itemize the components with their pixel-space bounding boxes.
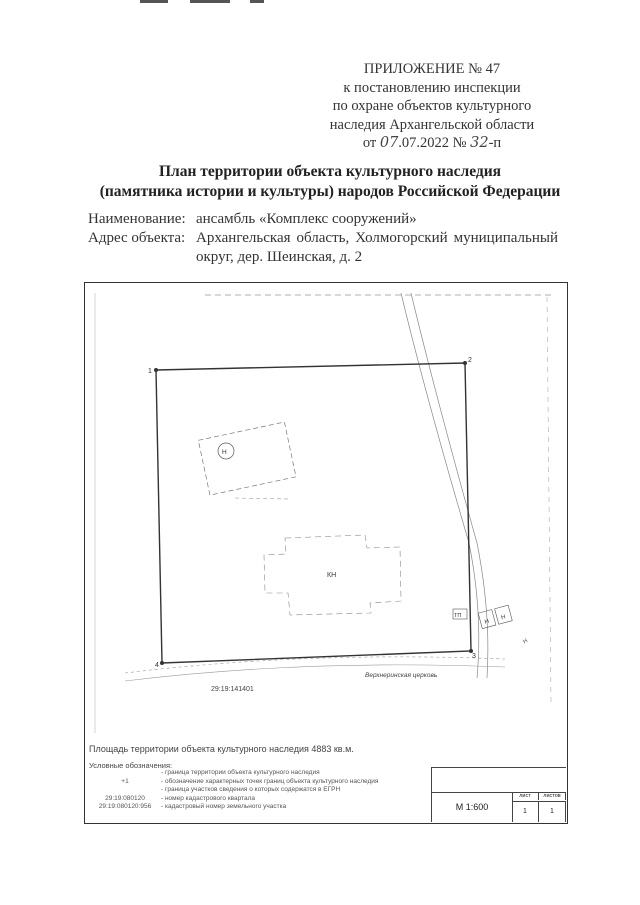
boundary-point-1 <box>154 368 158 372</box>
legend-item <box>89 769 378 778</box>
sheet-header: лист <box>512 792 539 800</box>
scan-mark <box>190 0 230 3</box>
object-meta <box>88 210 558 267</box>
map-dashed-edge <box>547 297 551 703</box>
document-title <box>60 162 600 202</box>
road-line <box>125 657 505 673</box>
building-n <box>198 422 296 495</box>
legend-title: Условные обозначения: <box>89 761 173 770</box>
legend-symbol: 29:19:080120 <box>105 794 145 802</box>
address-value: Архангельская область, Холмогорский муниципальный округ, дер. Шеинская, д. 2 <box>196 230 558 265</box>
area-statement: Площадь территории объекта культурного наследия 4883 кв.м. <box>89 744 354 754</box>
legend-symbol <box>89 786 161 795</box>
legend <box>89 769 378 812</box>
point-label-1: 1 <box>148 368 152 375</box>
outbuilding-group <box>478 605 512 628</box>
name-value: ансамбль «Комплекс сооружений» <box>196 211 417 227</box>
appendix-line-2: по охране объектов культурного <box>332 98 532 114</box>
scale-value: М 1:600 <box>432 792 513 822</box>
road-line <box>125 665 505 681</box>
parcel-number: 29:19:141401 <box>211 686 254 693</box>
name-row <box>88 210 558 229</box>
date-prefix: от <box>362 135 377 151</box>
point-label-3: 3 <box>472 653 476 660</box>
appendix-line-1: к постановлению инспекции <box>343 79 521 96</box>
legend-text: - кадастровый номер земельного участка <box>161 803 287 810</box>
legend-text: - обозначение характерных точек границ объекта культурного наследия <box>161 777 379 785</box>
date-day-handwritten: 07 <box>379 135 399 151</box>
plan-frame <box>84 282 568 824</box>
tp-label: ТП <box>454 613 462 619</box>
road-label: Верхнеринская церковь <box>365 672 438 679</box>
sheets-count: 1 <box>539 801 566 822</box>
legend-text: - номер кадастрового квартала <box>161 794 256 802</box>
outbuilding-label-2: Н <box>500 614 507 622</box>
building-kn-label: КН <box>327 572 337 579</box>
appendix-line-3: наследия Архангельской области <box>329 116 535 133</box>
legend-text: - граница участков сведения о которых содержатся в ЕГРН <box>161 786 341 793</box>
legend-symbol: 29:19:080120:956 <box>98 803 152 810</box>
road-line <box>411 293 488 678</box>
legend-item <box>89 795 378 804</box>
boundary-point-4 <box>160 661 164 665</box>
date-rest: .07.2022 № <box>398 135 467 151</box>
point-label-2: 2 <box>468 357 472 364</box>
number-suffix: -п <box>488 135 502 151</box>
scan-mark <box>140 0 168 3</box>
name-label: Наименование: <box>88 211 186 227</box>
title-line-1: План территории объекта культурного наследия <box>158 163 502 180</box>
side-label: Н <box>522 638 530 646</box>
map-dashed-line <box>235 498 290 499</box>
legend-item <box>89 778 378 787</box>
boundary-point-2 <box>463 361 467 365</box>
title-block <box>431 767 566 822</box>
territory-map <box>85 283 567 743</box>
legend-item <box>89 786 378 795</box>
legend-text: - граница территории объекта культурного наследия <box>161 769 320 776</box>
number-handwritten: 32 <box>470 135 489 151</box>
title-line-2: (памятника истории и культуры) народов Российской Федерации <box>99 183 561 200</box>
appendix-block <box>302 60 562 153</box>
legend-symbol: +1 <box>121 777 129 785</box>
point-label-4: 4 <box>155 662 159 669</box>
building-n-label: Н <box>222 449 227 456</box>
territory-boundary <box>156 363 471 663</box>
outbuilding-label-1: Н <box>484 618 490 626</box>
legend-symbol <box>89 769 161 778</box>
appendix-date <box>302 134 562 153</box>
address-label: Адрес объекта: <box>88 230 186 246</box>
legend-item <box>89 803 378 812</box>
scan-mark <box>250 0 264 3</box>
address-row <box>88 229 558 267</box>
appendix-heading: ПРИЛОЖЕНИЕ № 47 <box>363 61 501 77</box>
sheet-number: 1 <box>512 801 539 822</box>
sheets-header: листов <box>539 792 566 800</box>
